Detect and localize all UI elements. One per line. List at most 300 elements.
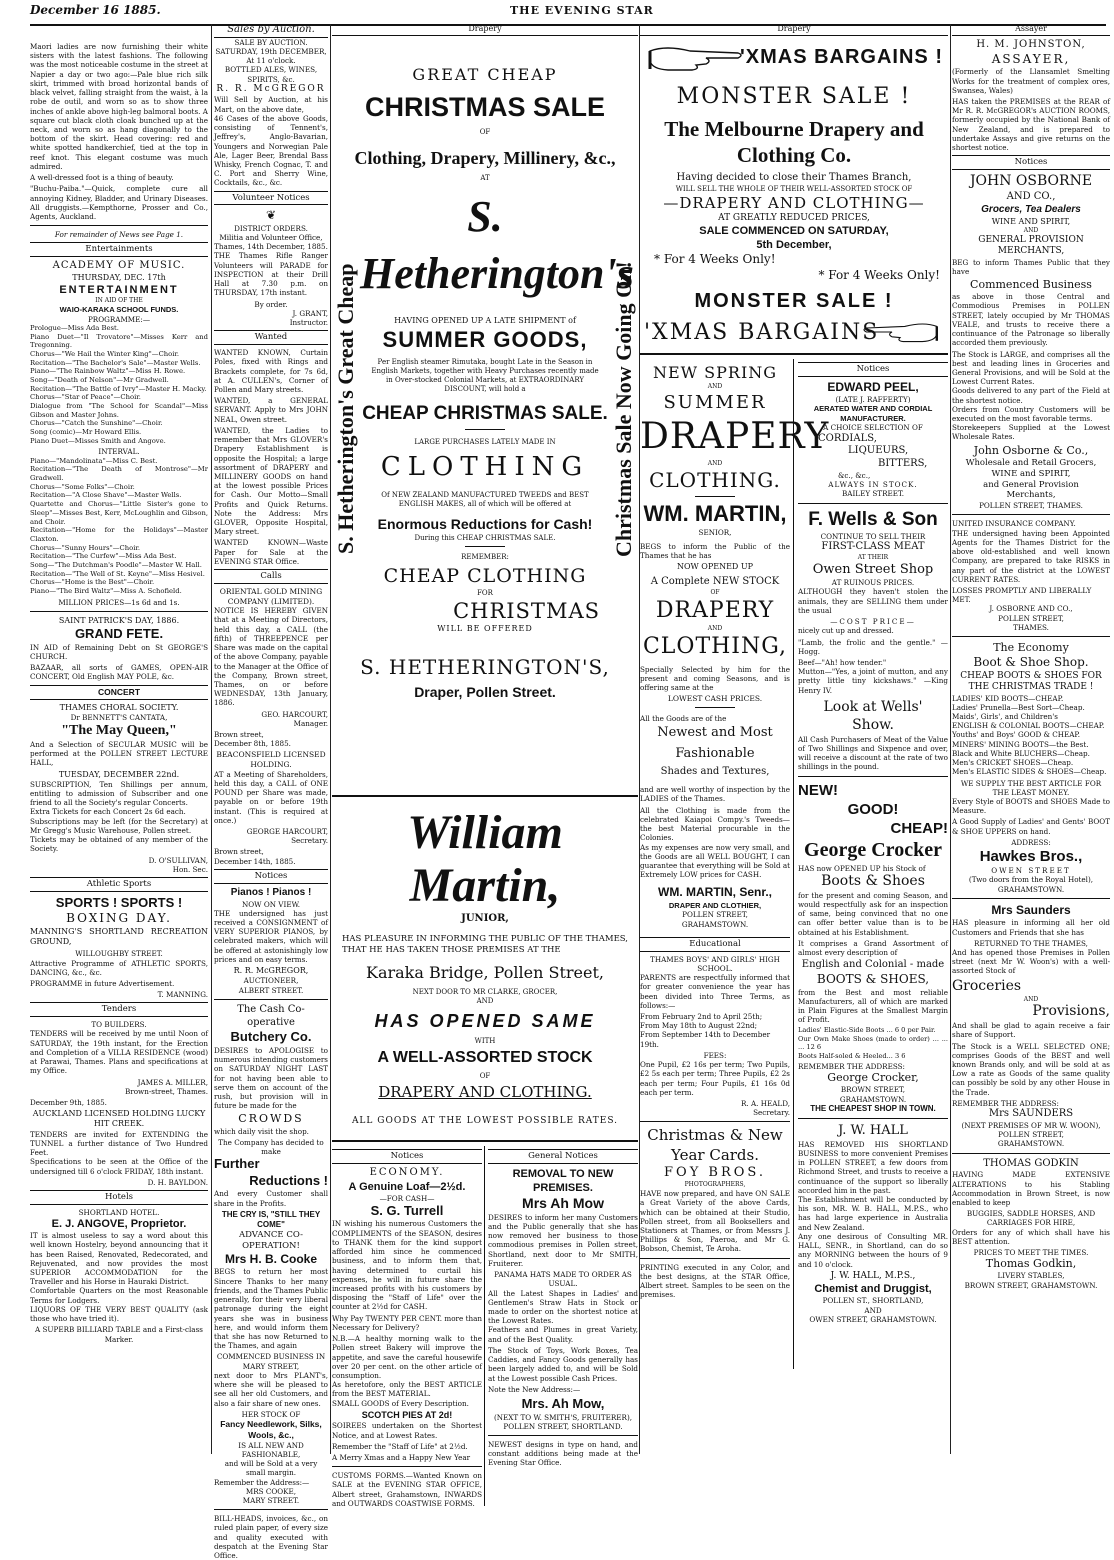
parents-body: PARENTS are respectfully informed that for greater convenience the year has been divided into Three Terms, as follows:— — [640, 973, 790, 1010]
subscription-body: SUBSCRIPTION, Ten Shillings per annum, entitling to admission of Subscriber and one friend to all the Society's regular Concerts. Extra Tickets for each Concert 2s 6d each. Subscriptions may be left (for the Secretary) at Mr Gregg's Music Warehouse, Pollen street. Tickets may be obtained of any member of the Society. — [30, 779, 208, 854]
sale-body: Will Sell by Auction, at his Mart, on the above date, 46 Cases of the above Goods, consisting of Tennent's, Jeffrey's, Anglo-Bavarian, Youngers and Norwegian Pale Ale, Lager Beer, Brendal Bass Whisky, French Cognac, T. and C. Port and Sherry Wine, Cocktails, &c., &c. — [214, 95, 328, 188]
page-header — [0, 0, 1114, 22]
grocers: Grocers, Tea Dealers — [981, 203, 1081, 215]
owen: OWEN STREET — [991, 866, 1071, 876]
news-paragraph: Maori ladies are now furnishing their white sisters with the latest fashions. The following was the most noticeable costume in the street at Napier a day or two ago:—Pale blue rich silk skirt, trimmed with broad horizontal bands of black velvet, falling straight from the waist, à la robe de outil, and worn so as to show three inches of ankle above high-leg balmoral boots. A square cut black cloth cloak bunched up at the neck, and worn so as hang diagonally to the bottom of the skirt. Head covering: red and white spotted handkerchief, tied at the top in reef knot. This elegant costume was much admired. — [30, 42, 208, 171]
divider — [695, 496, 735, 497]
bailey-street: BAILEY STREET. — [841, 489, 904, 499]
now-opened: NOW OPENED UP — [676, 562, 754, 572]
signature: J. GRANT, Instructor. — [289, 308, 328, 328]
remember-address: REMEMBER THE ADDRESS: — [798, 1062, 905, 1072]
economy-heading: ECONOMY. — [369, 1166, 445, 1178]
commenced: Commenced Business — [970, 278, 1092, 292]
saunders: Mrs Saunders — [991, 902, 1071, 917]
best-makers: from the Best and most reliable Manufacturers, all of which are marked in Plain Figures at the Smallest Margin of Profit. — [798, 987, 948, 1025]
crowds-heading: CROWDS — [238, 1112, 304, 1126]
advance-line: ADVANCE CO-OPERATION! — [238, 1230, 303, 1252]
beg-line: BEG to inform Thames Public that they have — [952, 257, 1110, 276]
drapery-2: DRAPERY — [655, 597, 775, 623]
divider — [798, 503, 948, 504]
complete-stock: A Complete NEW STOCK — [650, 576, 780, 588]
remember-line: Remember the Address:— — [214, 1477, 310, 1487]
office-line: Militia and Volunteer Office, Thames, 14th December, 1885. — [214, 233, 328, 252]
programme-part-2: Piano—"Mandolinata"—Miss C. Best. Recitation—"The Death of Montrose"—Mr Gradwell. Chorus—"Some Folks"—Choir. Recitation—"A Close Shave"—Master Wells. Quartette and Chorus—"Little Sister's gone to Sleep"—Misses Best, Kerr, McLoughlin and Gibson, and Choir. Recitation—"Home for the Holidays"—Master Claxton. Chorus—"Sunny Hours"—Choir. Recitation—"The Curfew"—Miss Ada Best. Song—"The Dutchman's Poodle"—Master W. Hall. Recitation—"The Well of St. Keyne"—Miss Hesivel. Chorus—"Home is the Best"—Choir. Piano—"The Bird Waltz"—Miss A. Schofield. — [30, 456, 208, 595]
having-opened: HAVING OPENED UP A LATE SHIPMENT of — [394, 315, 576, 325]
great-cheap: GREAT CHEAP — [412, 65, 558, 85]
ahmow-heading: Mrs Ah Mow — [522, 1194, 604, 1211]
hall-heading: J. W. HALL — [838, 1123, 908, 1139]
always-stock: ALWAYS IN STOCK. — [828, 480, 918, 490]
attractive-line: Attractive Programme of ATHLETIC SPORTS, DANCING, &c., &c. — [30, 958, 208, 977]
column-divider — [211, 24, 212, 1454]
wanted-ad: WANTED KNOWN, Curtain Poles, fixed with Rings and Brackets complete, for 7s 6d, at A. CULLEN's, Corner of Pollen and Mary streets. — [214, 348, 328, 394]
date-line: December 9th, 1885. — [30, 1098, 107, 1107]
newest-ad: NEWEST designs in type on hand, and constant additions being made at the Evening Star Office. — [488, 1440, 638, 1468]
wm-martin-senr: WM. MARTIN, Senr., — [658, 885, 772, 900]
and-2: AND — [1023, 995, 1039, 1003]
divider — [30, 225, 208, 226]
ahmow-heading-2: Mrs. Ah Mow, — [521, 1395, 605, 1411]
groceries: Groceries — [952, 977, 1022, 994]
wanted-ad: WANTED, the Ladies to remember that Mrs GLOVER's Drapery Establishment is opposite the Hospital; a large assortment of DRAPERY and MILLINERY GOODS on hand at the lowest possible Prices for Cash. Our Motto—Small Profits and Quick Returns. Note the Address: Mrs GLOVER, Opposite Hospital, Mary street. — [214, 425, 328, 537]
newspaper-title: THE EVENING STAR — [510, 4, 654, 17]
merchants-2: Merchants, — [1006, 490, 1056, 501]
aerated: AERATED WATER AND CORDIAL MANUFACTURER. — [813, 404, 933, 423]
column-3 — [332, 24, 638, 1508]
section-heading: Educational — [640, 937, 790, 952]
saunders-body-4: The Stock is a WELL SELECTED ONE; comprises Goods of the BEST and well known Brands only, and will be sold at as Low a rate as Goods of the same quality can possibly be sold by any other House in the Trade. — [952, 1041, 1110, 1097]
cooke-address: MRS COOKE, MARY STREET. — [242, 1486, 300, 1506]
foy-body: HAVE now prepared, and have ON SALE a Great Variety of the above Cards, which can be obtained at their Studio, Pollen street, from all Booksellers and Stationers at Thames, or from Messrs J. Phillips & Son, Paeroa, and Mr G. Bobson, Chemist, Te Aroha. — [640, 1189, 790, 1254]
signature: D. O'SULLIVAN, Hon. Sec. — [148, 855, 208, 874]
assayer: ASSAYER, — [991, 52, 1071, 67]
pointing-hand-icon — [860, 319, 940, 345]
auctioneer-name: R. R. McGREGOR — [216, 83, 326, 94]
next-door: NEXT DOOR TO MR CLARKE, GROCER, — [412, 987, 558, 996]
new-spring: NEW SPRING — [652, 362, 778, 382]
photographers: PHOTOGRAPHERS, — [684, 1181, 746, 1189]
pointing-hand-icon — [646, 43, 746, 73]
worthy-line: and are well worthy of inspection by the LADIES of the Thames. — [640, 785, 790, 804]
cheap-christmas-sale: CHEAP CHRISTMAS SALE. — [362, 403, 608, 425]
auctioneer-address: AUCTIONEER, ALBERT STREET. — [238, 976, 304, 995]
christmas-cards: Christmas & New Year Cards. — [647, 1126, 783, 1164]
fancy-heading: Fancy Needlework, Silks, Wools, &c., — [220, 1418, 322, 1440]
col4-split — [640, 359, 948, 1369]
at-label: AT — [480, 174, 490, 183]
and-2: AND — [864, 1305, 882, 1315]
although-body: ALTHOUGH they haven't stolen the animals, they are SELLING them under the usual — [798, 587, 948, 615]
for-cash: —FOR CASH— — [379, 1193, 435, 1203]
and-label: AND — [707, 459, 723, 467]
fashionable: Fashionable — [675, 745, 755, 761]
provisions: Provisions, — [1032, 1003, 1110, 1020]
orders: Orders for any of which shall have his BEST attention. — [952, 1227, 1110, 1246]
in-aid-label: IN AID OF THE — [95, 297, 143, 305]
look-wells: Look at Wells' — [823, 698, 923, 715]
wine: WINE AND SPIRIT, — [991, 216, 1071, 226]
chemist: Chemist and Druggist, — [814, 1283, 932, 1296]
interval-label: INTERVAL. — [98, 447, 140, 457]
will-be-offered: WILL BE OFFERED — [437, 624, 533, 634]
general: GENERAL PROVISION — [978, 234, 1084, 245]
column-1 — [30, 24, 208, 1454]
closing-line: Having decided to close their Thames Branch, — [676, 171, 912, 183]
notices-subcolumn — [798, 359, 948, 1369]
for-label: FOR — [477, 588, 493, 597]
cheapest-shop: THE CHEAPEST SHOP IN TOWN. — [810, 1103, 936, 1113]
united: UNITED INSURANCE COMPANY. — [952, 519, 1076, 529]
graham: GRAHAMSTOWN. — [997, 884, 1065, 894]
per-steamer: Per English steamer Rimutaka, bought Late in the Season in English Markets, together with Heavy Purchases recently made in Over-stocked Colonial Markets, at EXTRAORDINARY DISCOUNT, will hold a — [371, 358, 599, 394]
section-heading: General Notices — [488, 1149, 638, 1164]
news-paragraph: "Buchu-Paiba."—Quick, complete cure all annoying Kidney, Bladder, and Urinary Diseases. All druggists.—Kempthorne, Prosser and Co., Agents, Auckland. — [30, 184, 208, 221]
divider — [332, 1466, 482, 1467]
large-purchases: LARGE PURCHASES LATELY MADE IN — [414, 438, 556, 447]
liqueurs: LIQUEURS, — [848, 445, 909, 457]
monster-sale: MONSTER SALE ! — [676, 84, 912, 110]
turrell-body: IN wishing his numerous Customers the COMPLIMENTS of the SEASON, desires to THANK them for the kind support afforded him since he commenced business, and to inform them that, having determined to curtail his expenses, he will in future share the increased profits with his customers by disposing the "Staff of Life" over the counter at 2½d for CASH. — [332, 1219, 482, 1312]
removal-heading: REMOVAL TO NEW PREMISES. — [512, 1167, 614, 1194]
sale-commenced: SALE COMMENCED ON SATURDAY, — [699, 225, 889, 238]
volunteer-body: THE Thames Rifle Ranger Volunteers will PARADE for INSPECTION at their Drill Hall at 7.30 p.m. on THURSDAY, 17th instant. — [214, 251, 328, 298]
saunders-body: HAS pleasure in informing all her old Customers and Friends that she has — [952, 918, 1110, 937]
junior-label: JUNIOR, — [461, 912, 509, 924]
company-heading: BEACONSFIELD LICENSED HOLDING. — [216, 750, 326, 770]
mannings-heading: MANNING'S SHORTLAND RECREATION GROUND, — [30, 926, 208, 947]
fees-label: FEES: — [703, 1050, 727, 1060]
has-opened-same: HAS OPENED SAME — [374, 1010, 596, 1031]
pollen: POLLEN STREET, THAMES. — [979, 501, 1083, 511]
firstclass-meat: FIRST-CLASS MEAT — [821, 541, 925, 553]
subcolumn-divider — [793, 359, 794, 1369]
sale-date: SATURDAY, 19th DECEMBER, At 11 o'clock. — [215, 47, 327, 66]
stock-body: The Stock is LARGE, and comprises all the best and leading lines in Groceries and General Provisions, and will be Sold at the Lowest Current Rates. Goods delivered to any part of the Field at the shortest notice. Orders from Country Customers will be executed on the most favorable terms. Storekeepers Supplied at the Lowest Wholesale Rates. — [952, 349, 1110, 442]
section-heading: Hotels — [30, 1190, 208, 1205]
four-weeks: * For 4 Weeks Only! — [654, 252, 776, 267]
section-heading: CONCERT — [30, 685, 208, 700]
divider — [465, 429, 505, 430]
academy-heading: ACADEMY OF MUSIC. — [52, 260, 186, 272]
all-goods: ALL GOODS AT THE LOWEST POSSIBLE RATES. — [351, 1116, 619, 1127]
cry-line: THE CRY IS, "STILL THEY COME" — [221, 1209, 321, 1230]
printing-ad: PRINTING executed in any Color, and the best designs, at the STAR Office, Albert street. Samples to be seen on the premises. — [640, 1262, 790, 1300]
clothing-heading: CLOTHING — [380, 452, 590, 483]
section-heading: Notices — [214, 869, 328, 884]
comprises: It comprises a Grand Assortment of almost every description of — [798, 938, 948, 958]
lamb-quote: "Lamb, the frolic and the gentle." —Hogg. — [798, 637, 948, 656]
clothing-heading: CLOTHING. — [649, 467, 781, 492]
butchery-line: which daily visit the shop. — [214, 1126, 309, 1136]
event-date: THURSDAY, DEC. 17th — [72, 273, 166, 283]
notices-subcolumn — [332, 1146, 482, 1506]
sale-heading: SALE BY AUCTION. — [234, 37, 308, 47]
kaiapoi-body: All the Clothing is made from the celebrated Kaiapoi Compy.'s Tweeds—the best Material procurable in the Colonies. As my expenses are now very small, and the Goods are all WELL BOUGHT, I can guarantee that everything will be Sold at Extremely LOW prices for CASH. — [640, 805, 790, 880]
turrell-body-2: N.B.—A healthy morning walk to the Pollen street Bakery will improve the appetite, and save the careful housewife over 20 per cent. on the other article of consumption. As heretofore, only the BEST ARTICLE from the BEST MATERIAL. SMALL GOODS of Every Description. — [332, 1334, 482, 1408]
signature: JAMES A. MILLER, Brown-street, Thames. — [125, 1077, 208, 1096]
divider — [488, 1435, 638, 1436]
column-divider — [330, 24, 331, 1454]
martin-body: HAS PLEASURE IN INFORMING THE PUBLIC OF THE THAMES, THAT HE HAS TAKEN THOSE PREMISES AT THE — [342, 933, 628, 955]
and-label: AND — [476, 996, 494, 1005]
reduced-prices: AT GREATLY REDUCED PRICES, — [718, 212, 870, 223]
summer-goods: SUMMER GOODS, — [382, 327, 588, 353]
reductions-heading: Reductions ! — [249, 1172, 328, 1188]
wanted-ad: WANTED, a GENERAL SERVANT. Apply to Mrs JOHN NEAL, Owen street. — [214, 396, 328, 424]
economy: The Economy — [993, 641, 1069, 655]
united-body: THE undersigned having been Appointed Agents for the Thames District for the above old-established and well known Company, are prepared to take RISKS in any part of the district at the LOWEST CURRENT RATES. — [952, 528, 1110, 584]
osborne-body: as above in those Central and Commodious Premises in POLLEN STREET, lately occupied by Mr THOMAS VEALE, and trusts to receive there a continuance of the Patronage so liberally accorded them previously. — [952, 292, 1110, 348]
and-co: AND CO., — [1006, 191, 1056, 203]
cantata-label: Dr BENNETT'S CANTATA, — [70, 712, 168, 722]
terms-body: From February 2nd to April 25th; From May 18th to August 22nd; From September 14th to December 19th. — [640, 1011, 771, 1049]
soirees: SOIREES undertaken on the Shortest Notice, and at Lowest Rates. — [332, 1421, 482, 1440]
osborne-3: J. OSBORNE AND CO., POLLEN STREET, THAMES. — [989, 604, 1073, 632]
johnston: H. M. JOHNSTON, — [976, 39, 1086, 51]
wholesale: Wholesale and Retail Grocers, — [965, 457, 1097, 468]
butchery-line: And every Customer shall share in the Profits. — [214, 1189, 328, 1208]
column-5 — [952, 24, 1110, 1454]
saunders-body-3: And shall be glad to again receive a fair share of Support. — [952, 1021, 1110, 1040]
senior-label: SENIOR, — [698, 528, 732, 538]
merchants: MERCHANTS, — [997, 246, 1065, 257]
xmas-banner — [640, 39, 948, 79]
sold-line: and will be Sold at a very small margin. — [224, 1459, 318, 1478]
shades: Shades and Textures, — [660, 766, 770, 778]
choice: A CHOICE SELECTION OF — [823, 423, 923, 433]
divider — [798, 1118, 948, 1119]
rafferty: (LATE J. RAFFERTY) — [835, 394, 911, 404]
signature: GEORGE HARCOURT, Secretary. — [246, 826, 328, 846]
martin-address: POLLEN STREET, GRAHAMSTOWN. — [681, 910, 749, 929]
cheap-word: CHEAP! — [890, 819, 948, 837]
wine-2: WINE and SPIRIT, — [991, 468, 1071, 479]
new-word: NEW! — [798, 781, 838, 799]
divider — [640, 1258, 790, 1259]
programme-part-1: Prologue—Miss Ada Best. Piano Duet—"Il Trovatore"—Misses Kerr and Tregonning. Chorus—"We Hail the Winter King"—Choir. Recitation—"The Bachelor's Sale"—Master Wells. Piano—"The Rainbow Waltz"—Miss H. Rowe. Song—"Death of Nelson"—Mr Gradwell. Recitation—"The Battle of Ivry"—Master H. Macky. Chorus—"Star of Peace"—Choir. Dialogue from "The School for Scandal"—Miss Gibson and Master Johns. Chorus—"Catch the Sunshine"—Choir. Song (comic)—Mr Howard Ellis. Piano Duet—Misses Smith and Angove. — [30, 323, 208, 445]
choral-heading: THAMES CHORAL SOCIETY. — [59, 702, 179, 712]
of-label-2: OF — [479, 1072, 491, 1081]
divider — [798, 776, 948, 777]
and-label: AND — [707, 383, 723, 391]
ladies-list: LADIES' KID BOOTS—CHEAP. Ladies' Prunella—Best Sort—Cheap. Maids', Girls', and Children's ENGLISH & COLONIAL BOOTS—CHEAP. Youths' and Boys' GOOD & CHEAP. MINERS' MINING BOOTS—the Best. Black and White BLUCHERS—Cheap. Men's CRICKET SHOES—Cheap. Men's ELASTIC SIDES & SHOES—Cheap. — [952, 693, 1107, 777]
crocker-body: for the present and coming Season, and would respectfully ask for an inspection of same, being convinced that no one can offer better value than is to be obtained at his Establishment. — [798, 890, 948, 937]
divider — [640, 353, 948, 355]
cheap-boots: CHEAP BOOTS & SHOES FOR THE CHRISTMAS TRADE ! — [960, 670, 1102, 693]
divider — [465, 546, 505, 547]
boots-shoes-2: BOOTS & SHOES, — [816, 972, 930, 987]
signature: GEO. HARCOURT, Manager. — [261, 709, 328, 728]
peel-heading: EDWARD PEEL, — [827, 379, 919, 394]
section-heading: Notices — [952, 155, 1110, 170]
ahmow-body-3: The Stock of Toys, Work Boxes, Tea Caddies, and Fancy Goods generally has been largely added to, and will be Sold at the Lowest possible Cash Prices. — [488, 1345, 638, 1383]
xmas-bargains: 'XMAS BARGAINS ! — [740, 46, 943, 69]
patrick-heading: SAINT PATRICK'S DAY, 1886. — [58, 615, 180, 625]
begs-line: BEGS to inform the Public of the Thames that he has — [640, 541, 790, 560]
note-address: Note the New Address:— — [488, 1384, 581, 1394]
date-line: Brown street, December 14th, 1885. — [214, 847, 296, 866]
turrell-heading: S. G. Turrell — [370, 1202, 444, 1218]
divider — [332, 1140, 638, 1142]
divider — [952, 636, 1110, 637]
two-doors: (Two doors from the Royal Hotel), — [968, 875, 1094, 885]
company-heading: ORIENTAL GOLD MINING COMPANY (LIMITED). — [219, 587, 323, 606]
cheap-clothing: CHEAP CLOTHING — [383, 565, 587, 588]
graham-2: GRAHAMSTOWN. — [997, 1139, 1065, 1149]
section-heading: Notices — [798, 362, 948, 377]
coop-heading: The Cash Co-operative — [237, 1003, 305, 1028]
section-heading: Volunteer Notices — [214, 191, 328, 206]
wm-martin: WM. MARTIN, — [643, 501, 787, 527]
draper-pollen: Draper, Pollen Street. — [414, 684, 556, 701]
divider — [952, 1153, 1110, 1154]
of-label: OF — [710, 589, 720, 597]
livery: LIVERY STABLES, — [997, 1271, 1065, 1281]
remainder-note: For remainder of News see Page 1. — [54, 230, 184, 240]
prices-line: MILLION PRICES—1s 6d and 1s. — [58, 597, 180, 607]
willoughby-line: WILLOUGHBY STREET. — [75, 949, 163, 959]
hawkes: Hawkes Bros., — [979, 848, 1083, 866]
enormous-reductions: Enormous Reductions for Cash! — [377, 516, 593, 533]
crocker-heading: George Crocker — [804, 839, 942, 862]
proprietor: E. J. ANGOVE, Proprietor. — [51, 1218, 187, 1231]
ahmow-body-2: All the Latest Shapes in Ladies' and Gentlemen's Straw Hats in Stock or made to order on the shortest notice at the Lowest Rates. Feathers and Plumes in great Variety, and of the Best Quality. — [488, 1288, 638, 1344]
heth-address-name: S. HETHERINGTON'S, — [360, 654, 610, 679]
crest-icon: ❦ — [265, 208, 277, 223]
monster-sale-2: MONSTER SALE ! — [694, 290, 894, 313]
further-heading: Further — [214, 1156, 260, 1172]
butchery-line: The Company has decided to make — [218, 1137, 324, 1156]
divider — [332, 795, 638, 797]
price-list: Ladies' Elastic-Side Boots ... 6 0 per Pair. Our Own Make Shoes (made to order) ... ... ... 12 6 Boots Half-soled & Heeled... 3 6 — [798, 1026, 948, 1060]
bazaar-body: BAZAAR, all sorts of GAMES, OPEN-AIR CONCERT, Old English MAY POLE, &c. — [30, 663, 208, 682]
johnston-body: HAS taken the PREMISES at the REAR of Mr R. R. McGREGOR's AUCTION ROOMS, formerly occupied by the National Bank of New Zealand, and is prepared to undertake Assays and give returns on the shortest notice. — [952, 97, 1110, 153]
date-line: Brown street, December 8th, 1885. — [214, 730, 291, 749]
good-supply: A Good Supply of Ladies' and Gents' BOOT & SHOE UPPERS on hand. — [952, 817, 1110, 836]
news-paragraph: A well-dressed foot is a thing of beauty. — [30, 173, 174, 183]
billheads-ad: BILL-HEADS, invoices, &c., on ruled plain paper, of every size and quality executed with despatch at the Evening Star Office. — [214, 1514, 328, 1560]
godkin: THOMAS GODKIN — [983, 1157, 1079, 1169]
boots-shoes: Boots & Shoes — [821, 872, 925, 889]
divider — [952, 514, 1110, 515]
clothing-2: CLOTHING, — [642, 633, 788, 659]
summer-heading: SUMMER — [663, 391, 767, 413]
ahmow-body: DESIRES to inform her many Customers and the Public generally that she has now removed her business to those commodious premises in Pollen street, Shortland, next door to Mr SMITH, Fruiterer. — [488, 1212, 638, 1268]
well-assorted: A WELL-ASSORTED STOCK — [377, 1048, 593, 1066]
dec-5: 5th December, — [756, 239, 832, 252]
loaf-heading: A Genuine Loaf—2½d. — [348, 1180, 466, 1193]
pollen-2: POLLEN STREET, — [998, 1130, 1064, 1140]
godkin-body: HAVING MADE EXTENSIVE ALTERATIONS to his Stabling Accommodation in Brown Street, is now enabled to keep — [952, 1170, 1110, 1207]
nicely-line: nicely cut up and dressed. — [798, 626, 894, 636]
billiard-line: A SUPERB BILLIARD TABLE and a First-class Marker. — [35, 1325, 203, 1344]
section-heading: Athletic Sports — [30, 877, 208, 892]
right-vertical-banner: Christmas Sale Now Going On! — [610, 261, 636, 558]
tenders-body: TENDERS will be received by me until Noon of SATURDAY, the 19th instant, for the Erection and Completion of a VILLA RESIDENCE (wood) at Parawai, Thames. Plans and specifications at my Office. — [30, 1029, 208, 1076]
crocker-address: BROWN STREET, GRAHAMSTOWN. — [839, 1085, 907, 1104]
general-2: and General Provision — [983, 479, 1079, 490]
next-woon: (NEXT PREMISES OF MR W. WOON), — [961, 1120, 1101, 1130]
hetherington-ad — [332, 39, 638, 791]
left-vertical-banner: S. Hetherington's Great Cheap — [333, 264, 358, 555]
christmas-sale: CHRISTMAS SALE — [364, 91, 605, 122]
section-heading: Entertainments — [30, 242, 208, 257]
nz-tweeds: Of NEW ZEALAND MANUFACTURED TWEEDS and BEST ENGLISH MAKES, all of which will be offered at — [381, 490, 589, 508]
column-divider — [950, 24, 951, 1454]
school-heading: THAMES BOYS' AND GIRLS' HIGH SCHOOL. — [650, 954, 780, 973]
column-4 — [640, 24, 948, 1454]
customs-ad: CUSTOMS FORMS.—Wanted Known on SALE at the EVENING STAR OFFICE, Albert street, Grahamstown, INWARDS and OUTWARDS COASTWISE FORMS. — [332, 1471, 482, 1508]
fete-body: IN AID of Remaining Debt on St GEORGE'S CHURCH. — [30, 642, 208, 661]
hetherington-name: S. Hetherington's — [360, 192, 634, 298]
wells-heading: F. Wells & Son — [808, 508, 938, 530]
divider — [30, 611, 208, 612]
show: Show. — [852, 716, 894, 733]
builders-heading: TO BUILDERS. — [91, 1020, 147, 1030]
concert-date: TUESDAY, DECEMBER 22nd. — [58, 769, 180, 779]
tunnel-body: TENDERS are invited for EXTENDING the TUNNEL a further distance of Two Hundred Feet. Specifications to be seen at the Office of the undersigned till 6 o'clock FRIDAY, 18th instant. — [30, 1129, 208, 1176]
remember: REMEMBER THE ADDRESS: — [952, 1098, 1059, 1108]
divider — [695, 707, 735, 708]
lowest-prices: LOWEST CASH PRICES. — [667, 694, 763, 704]
at-their: AT THEIR — [857, 553, 889, 561]
hall-2: J. W. HALL, M.P.S., — [830, 1270, 916, 1281]
drapery-heading: DRAPERY — [640, 415, 830, 457]
foy-bros: FOY BROS. — [664, 1164, 766, 1180]
panama-line: PANAMA HATS MADE TO ORDER AS USUAL. — [494, 1270, 632, 1289]
commenced-line: COMMENCED BUSINESS IN MARY STREET, — [216, 1352, 326, 1371]
owen-shop: Owen Street Shop — [812, 561, 934, 577]
during-sale: During this CHEAP CHRISTMAS SALE. — [414, 534, 556, 543]
section-heading: Tenders — [30, 1002, 208, 1017]
boot-shoe: Boot & Shoe Shop. — [973, 655, 1089, 670]
divider — [214, 1509, 328, 1510]
every-style: Every Style of BOOTS and SHOES Made to Measure. — [952, 796, 1110, 816]
of-label: OF — [479, 128, 491, 137]
etc: &c., &c., — [838, 470, 871, 480]
section-heading: Notices — [332, 1149, 482, 1164]
cooke-body: BEGS to return her most Sincere Thanks to her many friends, and the Thames Public generally, for their very liberal patronage during the eight years she was in business here, and would inform them that she has now Returned to the Thames, and again — [214, 1267, 328, 1351]
bitters: BITTERS, — [878, 458, 928, 470]
general-notices-subcolumn — [488, 1146, 638, 1506]
fete-heading: GRAND FETE. — [74, 626, 164, 642]
cooke-heading: Mrs H. B. Cooke — [224, 1252, 317, 1267]
fees-body: One Pupil, £2 16s per term; Two Pupils, £2 5s each per term; Three Pupils, £2 2s each per term; Four Pupils, £1 16s 0d each per term. — [640, 1060, 790, 1097]
good-word: GOOD! — [847, 800, 899, 818]
divider — [640, 1121, 790, 1122]
bottom-split — [332, 1146, 638, 1506]
scotch-pies: SCOTCH PIES AT 2d! — [361, 1409, 453, 1420]
next-smith: (NEXT TO W. SMITH'S, FRUITERER), POLLEN STREET, SHORTLAND. — [493, 1412, 633, 1431]
section-heading: Assayer — [952, 24, 1110, 36]
staff-line: Remember the "Staff of Life" at 2½d. — [332, 1441, 468, 1451]
and: AND — [1023, 226, 1039, 234]
specially-line: Specially Selected by him for the present and coming Seasons, and is offering same at the — [640, 664, 790, 693]
crocker-2: George Crocker, — [827, 1071, 919, 1085]
will-sell: WILL SELL THE WHOLE OF THEIR WELL-ASSORTED STOCK OF — [675, 184, 913, 193]
continue-line: CONTINUE TO SELL THEIR — [820, 531, 926, 541]
saunders-body-2: And has opened those Premises in Pollen street (next Mr W. Woon's) with a well-assorted Stock of — [952, 947, 1110, 976]
signature: D. H. BAYLDON. — [147, 1177, 208, 1187]
prices: PRICES TO MEET THE TIMES. — [973, 1248, 1089, 1258]
pollen-st: POLLEN ST., SHORTLAND, — [822, 1296, 924, 1306]
programme-future: PROGRAMME in future Advertisement. — [30, 978, 175, 988]
godkin-2: Thomas Godkin, — [985, 1257, 1077, 1271]
address: ADDRESS: — [1011, 837, 1051, 847]
draper-clothier: DRAPER AND CLOTHIER, — [668, 900, 762, 910]
william-martin: William Martin, — [407, 806, 563, 913]
cordials: CORDIALS, — [818, 432, 877, 444]
